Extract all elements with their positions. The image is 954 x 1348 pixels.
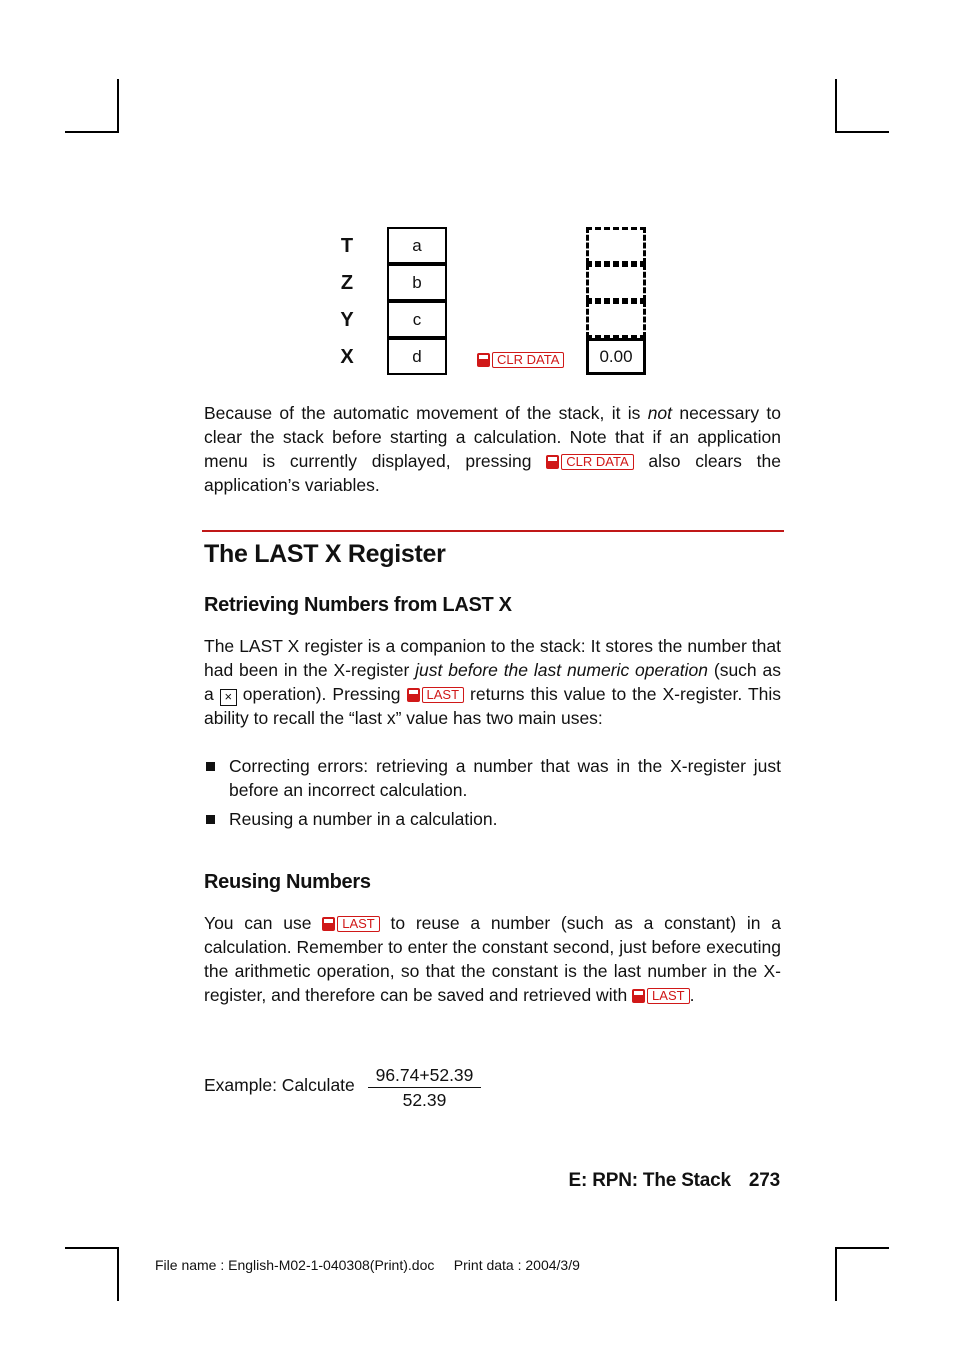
- stack-cell-y: c: [387, 301, 447, 338]
- crop-mark: [835, 1247, 837, 1301]
- last-key-inline: LAST: [632, 988, 690, 1004]
- shift-key-icon: [477, 353, 490, 367]
- fraction-denominator: 52.39: [402, 1090, 447, 1110]
- bullet-square-icon: [206, 762, 215, 771]
- example-label: Example: Calculate: [204, 1075, 355, 1095]
- last-x-paragraph: The LAST X register is a companion to the stack: It stores the number that had been in the X-register just before the last numeric operation (such as a × operation). Pressing LAST returns this value to the X-register. This ability to recall the “last x” value has two main uses:: [204, 636, 781, 728]
- register-label-t: T: [340, 235, 354, 257]
- register-label-x: X: [340, 346, 354, 368]
- times-key-icon: ×: [220, 689, 237, 706]
- shift-key-icon: [407, 688, 420, 702]
- clr-data-key-inline: CLR DATA: [546, 454, 633, 470]
- subsection-title-reusing: Reusing Numbers: [204, 871, 371, 893]
- clr-data-key-label: CLR DATA: [492, 352, 564, 368]
- file-info: File name : English-M02-1-040308(Print).doc Print data : 2004/3/9: [155, 1257, 580, 1273]
- page-footer: [569, 1170, 780, 1192]
- cleared-cell-y: [586, 301, 646, 338]
- bullet-square-icon: [206, 815, 215, 824]
- last-key-inline: LAST: [407, 687, 465, 703]
- crop-mark: [835, 1247, 889, 1249]
- cleared-cell-t: [586, 227, 646, 264]
- stack-cell-z: b: [387, 264, 447, 301]
- crop-mark: [835, 79, 837, 133]
- subsection-title-retrieving: Retrieving Numbers from LAST X: [204, 594, 512, 616]
- shift-key-icon: [546, 455, 559, 469]
- clr-data-key: [477, 352, 564, 368]
- crop-mark: [65, 131, 119, 133]
- last-key-inline: LAST: [322, 916, 380, 932]
- list-item: Correcting errors: retrieving a number that was in the X-register just before an incorrect calculation.: [204, 754, 781, 802]
- cleared-cell-z: [586, 264, 646, 301]
- intro-paragraph: Because of the automatic movement of the stack, it is not necessary to clear the stack before starting a calculation. Note that if an application menu is currently displayed, pressing CLR DATA also clears the application’s variables.: [204, 403, 782, 495]
- crop-mark: [117, 79, 119, 133]
- reusing-paragraph: You can use LAST to reuse a number (such as a constant) in a calculation. Remember to enter the constant second, just before executing the arithmetic operation, so that the constant is the last number in the X-register, and therefore can be saved and retrieved with LAST .: [204, 913, 781, 1005]
- fraction-numerator: 96.74+52.39: [368, 1064, 481, 1088]
- shift-key-icon: [632, 989, 645, 1003]
- list-item: Reusing a number in a calculation.: [204, 807, 781, 831]
- shift-key-icon: [322, 917, 335, 931]
- section-title: The LAST X Register: [204, 540, 446, 568]
- crop-mark: [835, 131, 889, 133]
- cleared-cell-x: 0.00: [586, 338, 646, 375]
- stack-cell-t: a: [387, 227, 447, 264]
- crop-mark: [117, 1247, 119, 1301]
- page-number: 273: [748, 1170, 780, 1191]
- register-label-y: Y: [340, 309, 354, 331]
- section-rule: [202, 530, 784, 532]
- chapter-title: E: RPN: The Stack: [568, 1170, 731, 1191]
- register-label-z: Z: [340, 272, 354, 294]
- stack-cell-x: d: [387, 338, 447, 375]
- crop-mark: [65, 1247, 119, 1249]
- example-fraction: [368, 1064, 481, 1112]
